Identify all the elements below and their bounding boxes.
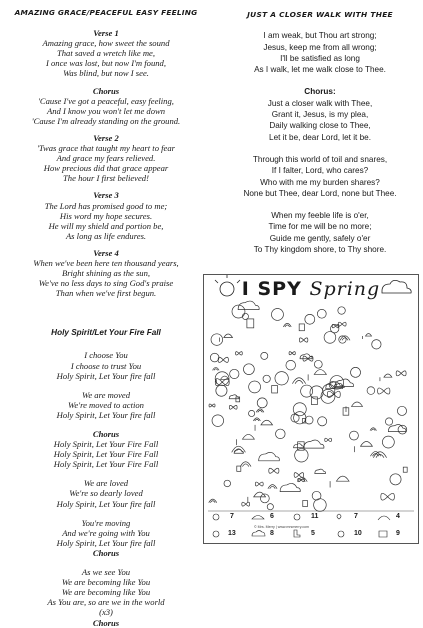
bee-doodle-icon bbox=[291, 414, 299, 422]
lyric-line: We've no less days to sing God's praise bbox=[38, 278, 174, 289]
butterfly-doodle-icon bbox=[218, 357, 228, 362]
lyric-line: Holy Spirit, Let Your fire fall bbox=[56, 537, 156, 548]
lyric-line: You're moving bbox=[81, 517, 131, 528]
rainbow-doodle-icon bbox=[256, 409, 264, 412]
cloud-icon bbox=[382, 280, 411, 293]
butterfly-doodle-icon bbox=[236, 352, 243, 355]
song3-lyrics bbox=[222, 30, 418, 255]
count-value: 6 bbox=[270, 513, 274, 520]
count-value: 13 bbox=[228, 530, 236, 537]
lyric-line: And grace my fears relieved. bbox=[56, 153, 156, 164]
cloud-doodle-icon bbox=[259, 452, 280, 460]
lyric-line: He will my shield and portion be, bbox=[48, 220, 164, 231]
butterfly-doodle-icon bbox=[289, 352, 295, 355]
lyric-line: Was blind, but now I see. bbox=[63, 68, 149, 79]
lyric-line: Grant it, Jesus, is my plea, bbox=[271, 110, 369, 120]
i-spy-title-prefix: I SPY bbox=[241, 278, 302, 300]
lyric-line: Jesus, keep me from all wrong; bbox=[263, 42, 377, 52]
butterfly-icon bbox=[337, 514, 341, 519]
lyric-block bbox=[6, 390, 206, 420]
lyric-line: 'Cause I've got a peaceful, easy feeling, bbox=[38, 95, 174, 106]
lyric-line: Guide me gently, safely o'er bbox=[269, 233, 371, 243]
count-value: 7 bbox=[230, 513, 234, 520]
count-value: 4 bbox=[396, 513, 400, 520]
lyric-block bbox=[222, 154, 418, 199]
boot-doodle-icon bbox=[272, 385, 278, 392]
bee-doodle-icon bbox=[390, 474, 401, 485]
cloud-doodle-icon bbox=[280, 483, 300, 491]
lyric-line: Through this world of toil and snares, bbox=[252, 154, 388, 164]
cloud-small-icon bbox=[252, 531, 265, 537]
bird-icon bbox=[338, 531, 344, 537]
flower-icon bbox=[213, 514, 219, 520]
butterfly-doodle-icon bbox=[396, 371, 406, 376]
rainbow-doodle-icon bbox=[232, 446, 246, 452]
lyric-line: (x3) bbox=[99, 607, 113, 618]
lyric-line: 'Twas grace that taught my heart to fear bbox=[37, 143, 175, 154]
lyric-line: Holy Spirit, Let Your Fire Fall bbox=[53, 439, 159, 450]
chorus-heading: Chorus bbox=[92, 429, 120, 439]
umbrella-doodle-icon bbox=[248, 492, 266, 503]
lyric-line: Holy Spirit, Let Your Fire Fall bbox=[53, 459, 159, 470]
lyric-line: Holy Spirit, Let Your fire fall bbox=[56, 370, 156, 381]
count-value: 7 bbox=[354, 513, 358, 520]
lyric-line: Amazing grace, how sweet the sound bbox=[42, 38, 170, 49]
lyric-block bbox=[6, 478, 206, 508]
boot-doodle-icon bbox=[299, 324, 304, 331]
rainbow-doodle-icon bbox=[373, 452, 386, 458]
rainbow-doodle-icon bbox=[213, 367, 220, 370]
boot-doodle-icon bbox=[303, 500, 308, 506]
butterfly-doodle-icon bbox=[229, 405, 237, 409]
lyric-line: None but Thee, dear Lord, none but Thee. bbox=[243, 188, 397, 198]
flower-doodle-icon bbox=[224, 480, 231, 487]
bee-icon bbox=[213, 531, 219, 537]
chorus-label: Chorus bbox=[92, 617, 120, 628]
rainbow-doodle-icon bbox=[292, 378, 305, 384]
bug-doodle-icon bbox=[382, 436, 394, 448]
lyric-line: I once was lost, but now I'm found, bbox=[46, 58, 166, 69]
lyric-line: As You are, so are we in the world bbox=[47, 597, 165, 608]
lyric-line: When we've been here ten thousand years, bbox=[33, 257, 179, 268]
bee-doodle-icon bbox=[249, 381, 261, 393]
flower-doodle-icon bbox=[271, 308, 283, 320]
song2-lyrics bbox=[6, 350, 206, 627]
flower-doodle-icon bbox=[351, 367, 361, 377]
lyric-line: If I falter, Lord, who cares? bbox=[271, 166, 369, 176]
section-heading: Verse 4 bbox=[93, 247, 119, 258]
count-value: 9 bbox=[396, 530, 400, 537]
lyric-line: When my feeble life is o'er, bbox=[271, 211, 369, 221]
lyric-line: As I walk, let me walk close to Thee. bbox=[254, 65, 386, 75]
lyric-line: Let it be, dear Lord, let it be. bbox=[269, 132, 371, 142]
boot-doodle-icon bbox=[403, 467, 407, 472]
butterfly-doodle-icon bbox=[255, 482, 263, 486]
lyric-line: We are becoming like You bbox=[61, 577, 151, 588]
section-heading: Chorus bbox=[92, 85, 120, 96]
lyric-block bbox=[6, 567, 206, 628]
lyric-line: We are moved bbox=[81, 389, 131, 400]
boot-icon bbox=[294, 530, 300, 537]
rainbow-doodle-icon bbox=[283, 323, 291, 327]
lyric-line: Just a closer walk with Thee, bbox=[267, 98, 373, 108]
rainbow-doodle-icon bbox=[209, 499, 217, 503]
song1-lyrics bbox=[6, 28, 206, 298]
flower-doodle-icon bbox=[385, 418, 392, 425]
flower-doodle-icon bbox=[267, 504, 273, 510]
count-value: 8 bbox=[270, 530, 274, 537]
flower-doodle-icon bbox=[257, 398, 267, 408]
left-column bbox=[6, 0, 206, 628]
section-heading: Verse 2 bbox=[93, 132, 119, 143]
cloud-doodle-icon bbox=[229, 395, 239, 399]
lyric-line: I choose to trust You bbox=[70, 360, 142, 371]
bee-doodle-icon bbox=[211, 334, 223, 346]
umbrella-doodle-icon bbox=[380, 374, 392, 381]
lyric-line: We're so dearly loved bbox=[69, 488, 143, 499]
bug-doodle-icon bbox=[372, 340, 381, 349]
lyric-line: How precious did that grace appear bbox=[43, 163, 169, 174]
flower-doodle-icon bbox=[210, 353, 219, 362]
boot-doodle-icon bbox=[247, 319, 254, 328]
butterfly-doodle-icon bbox=[325, 438, 332, 441]
boot-doodle-icon bbox=[237, 466, 241, 471]
bug-doodle-icon bbox=[317, 309, 326, 318]
flower-doodle-icon bbox=[230, 369, 239, 378]
lyric-line: I choose You bbox=[84, 350, 128, 361]
right-column bbox=[222, 0, 418, 255]
butterfly-doodle-icon bbox=[209, 404, 215, 407]
cloud-doodle-icon bbox=[304, 440, 324, 448]
lyric-line: As long as life endures. bbox=[65, 230, 147, 241]
lyric-line: Bright shining as the sun, bbox=[61, 268, 151, 279]
flower-doodle-icon bbox=[275, 372, 288, 385]
flower-doodle-icon bbox=[397, 406, 406, 415]
lyric-line: The Lord has promised good to me; bbox=[44, 200, 168, 211]
count-value: 10 bbox=[354, 530, 362, 537]
bug-doodle-icon bbox=[350, 431, 359, 440]
cloud-doodle-icon bbox=[294, 444, 304, 448]
umbrella-doodle-icon bbox=[236, 434, 254, 445]
flower-doodle-icon bbox=[286, 360, 296, 370]
umbrella-doodle-icon bbox=[355, 441, 373, 452]
flower-doodle-icon bbox=[305, 416, 313, 424]
butterfly-doodle-icon bbox=[378, 388, 390, 394]
lyric-line: We're moved to action bbox=[68, 399, 144, 410]
song2-title: Holy Spirit/Let Your Fire Fall bbox=[51, 328, 161, 338]
butterfly-doodle-icon bbox=[338, 322, 346, 326]
lyric-block bbox=[6, 429, 206, 469]
puzzle-credit: © Mrs. Merry | www.mrsmerry.com bbox=[254, 525, 310, 529]
boot-doodle-icon bbox=[311, 397, 317, 405]
lyric-line: I'll be satisfied as long bbox=[280, 53, 360, 63]
bug-doodle-icon bbox=[263, 375, 270, 382]
song3-title: JUST A CLOSER WALK WITH THEE bbox=[247, 10, 393, 19]
lyric-line: Than when we've first begun. bbox=[55, 288, 157, 299]
sun-icon bbox=[215, 275, 240, 296]
flower-doodle-icon bbox=[312, 491, 321, 500]
flower-doodle-icon bbox=[243, 364, 254, 375]
rainbow-doodle-icon bbox=[268, 485, 277, 489]
bee-doodle-icon bbox=[314, 499, 327, 512]
flower-doodle-icon bbox=[318, 417, 327, 426]
lyric-line: Who with me my burden shares? bbox=[260, 177, 380, 187]
lyric-block bbox=[6, 518, 206, 558]
butterfly-doodle-icon bbox=[242, 502, 250, 506]
count-value: 11 bbox=[311, 513, 319, 520]
bug-doodle-icon bbox=[249, 410, 255, 416]
umbrella-doodle-icon bbox=[330, 476, 349, 487]
bee-doodle-icon bbox=[212, 415, 224, 427]
umbrella-doodle-icon bbox=[363, 334, 372, 339]
bee-doodle-icon bbox=[261, 352, 268, 359]
section-heading: Verse 3 bbox=[93, 190, 119, 201]
i-spy-spring-puzzle bbox=[203, 274, 419, 544]
bug-doodle-icon bbox=[305, 314, 315, 324]
lyric-line: I am weak, but Thou art strong; bbox=[263, 31, 377, 41]
butterfly-doodle-icon bbox=[381, 493, 395, 500]
section-heading: Verse 1 bbox=[93, 28, 119, 39]
spring-doodle-illustration bbox=[204, 275, 418, 543]
lyric-block bbox=[6, 350, 206, 380]
bee-doodle-icon bbox=[216, 385, 227, 396]
lyric-block bbox=[222, 86, 418, 142]
butterfly-doodle-icon bbox=[294, 473, 304, 478]
lyric-block bbox=[222, 210, 418, 255]
watering-can-icon bbox=[379, 531, 387, 537]
lyric-line: And we're going with You bbox=[62, 527, 150, 538]
song1-title: AMAZING GRACE/PEACEFUL EASY FEELING bbox=[14, 8, 198, 17]
count-icons bbox=[204, 511, 418, 541]
lyric-line: 'Cause I'm already standing on the ground. bbox=[31, 115, 181, 126]
umbrella-doodle-icon bbox=[308, 370, 326, 381]
umbrella-doodle-icon bbox=[220, 334, 233, 342]
lyric-line: His word my hope secures. bbox=[59, 210, 153, 221]
lyric-block bbox=[222, 30, 418, 75]
lyric-line: The hour I first believed! bbox=[63, 173, 149, 184]
bug-doodle-icon bbox=[314, 360, 322, 368]
lyric-line: As we see You bbox=[81, 567, 131, 578]
lyric-line: And I know you won't let me down bbox=[46, 105, 166, 116]
bug-icon bbox=[294, 514, 300, 520]
cloud-doodle-icon bbox=[300, 354, 312, 359]
bug-doodle-icon bbox=[295, 449, 308, 462]
lyric-line: Holy Spirit, Let Your fire fall bbox=[56, 409, 156, 420]
lyric-line: Holy Spirit, Let Your Fire Fall bbox=[53, 449, 159, 460]
umbrella-icon bbox=[252, 516, 264, 520]
count-value: 5 bbox=[311, 530, 315, 537]
butterfly-doodle-icon bbox=[269, 468, 279, 473]
lyric-line: Holy Spirit, Let Your fire fall bbox=[56, 498, 156, 509]
flower-doodle-icon bbox=[276, 429, 286, 439]
bee-doodle-icon bbox=[324, 332, 336, 344]
lyric-line: We are becoming like You bbox=[61, 587, 151, 598]
rainbow-icon bbox=[378, 516, 390, 520]
chorus-heading: Chorus: bbox=[304, 87, 336, 97]
lyric-line: We are loved bbox=[83, 478, 129, 489]
lyric-line: Daily walking close to Thee, bbox=[269, 121, 371, 131]
butterfly-doodle-icon bbox=[299, 338, 307, 342]
umbrella-doodle-icon bbox=[255, 420, 273, 431]
rainbow-doodle-icon bbox=[370, 428, 376, 431]
flower-doodle-icon bbox=[338, 307, 345, 314]
chorus-label: Chorus bbox=[92, 547, 120, 558]
lyric-line: To Thy kingdom shore, to Thy shore. bbox=[253, 245, 387, 255]
rainbow-doodle-icon bbox=[253, 418, 260, 421]
lyric-line: Time for me will be no more; bbox=[268, 222, 372, 232]
flower-doodle-icon bbox=[294, 412, 306, 424]
cloud-doodle-icon bbox=[315, 469, 326, 473]
flower-doodle-icon bbox=[367, 387, 375, 395]
rainbow-doodle-icon bbox=[240, 462, 251, 467]
lyric-line: That saved a wretch like me, bbox=[56, 48, 155, 59]
i-spy-title-word: Spring bbox=[309, 278, 381, 300]
